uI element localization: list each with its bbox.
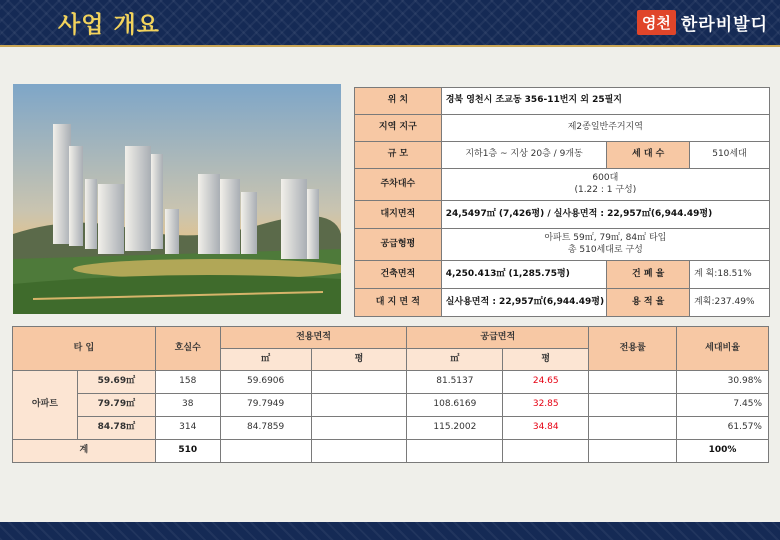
header-exclusive-ratio: 전용률 [589, 327, 677, 371]
subheader-supply-pyeong: 평 [503, 349, 589, 371]
value-supply [441, 229, 769, 261]
total-households: 510 [155, 440, 220, 463]
parking-count: 600대 [592, 173, 619, 184]
label-supply: 공급형평 [355, 229, 442, 261]
table-row [13, 394, 769, 417]
total-empty [407, 440, 503, 463]
cell-households: 314 [155, 417, 220, 440]
label-coverage: 건 폐 율 [607, 261, 690, 289]
cell-type: 84.78㎡ [77, 417, 155, 440]
value-scale: 지하1층 ~ 지상 20층 / 9개동 [441, 142, 607, 169]
value-site-area: 24,5497㎡ (7,426평) / 실사용면적 : 22,957㎡(6,944.49평) [441, 201, 769, 229]
cell-supply-sqm: 81.5137 [407, 371, 503, 394]
supply-total: 총 510세대로 구성 [567, 244, 643, 255]
cell-exclusive-ratio [589, 394, 677, 417]
footer-bar [0, 522, 780, 540]
header-divider [0, 45, 780, 47]
subheader-exclusive-sqm: ㎡ [220, 349, 311, 371]
cell-exclusive-pyeong [311, 417, 407, 440]
total-label: 계 [13, 440, 156, 463]
cell-type: 59.69㎡ [77, 371, 155, 394]
cell-exclusive-sqm: 84.7859 [220, 417, 311, 440]
row-scale [355, 142, 770, 169]
table-row [13, 371, 769, 394]
label-units: 세 대 수 [607, 142, 690, 169]
value-coverage: 계 획:18.51% [690, 261, 770, 289]
value-building-area: 4,250.413㎡ (1,285.75평) [441, 261, 607, 289]
unit-type-table [12, 326, 769, 463]
header-household-share: 세대비율 [677, 327, 769, 371]
row-site-area [355, 201, 770, 229]
cell-supply-sqm: 115.2002 [407, 417, 503, 440]
value-units: 510세대 [690, 142, 770, 169]
label-location: 위 치 [355, 88, 442, 115]
cell-supply-pyeong: 32.85 [503, 394, 589, 417]
cell-households: 158 [155, 371, 220, 394]
cell-household-share: 30.98% [677, 371, 769, 394]
brand-logo [637, 10, 768, 35]
label-building-area: 건축면적 [355, 261, 442, 289]
table-row [13, 417, 769, 440]
label-zone: 지역 지구 [355, 115, 442, 142]
row-location [355, 88, 770, 115]
value-zone: 제2종일반주거지역 [441, 115, 769, 142]
row-site-area-2 [355, 289, 770, 317]
label-scale: 규 모 [355, 142, 442, 169]
cell-household-share: 7.45% [677, 394, 769, 417]
value-site-area-2: 실사용면적 : 22,957㎡(6,944.49평) [441, 289, 607, 317]
header-type: 타 입 [13, 327, 156, 371]
row-building-area [355, 261, 770, 289]
header-households: 호실수 [155, 327, 220, 371]
header-bar [0, 0, 780, 45]
project-overview-table [354, 87, 770, 317]
parking-ratio: (1.22 : 1 구성) [574, 184, 637, 195]
cell-type: 79.79㎡ [77, 394, 155, 417]
brand-name: 한라비발디 [680, 15, 768, 35]
cell-exclusive-sqm: 79.7949 [220, 394, 311, 417]
row-zone [355, 115, 770, 142]
supply-types: 아파트 59㎡, 79㎡, 84㎡ 타입 [544, 233, 667, 244]
cell-supply-sqm: 108.6169 [407, 394, 503, 417]
label-parking: 주차대수 [355, 169, 442, 201]
header-supply-area: 공급면적 [407, 327, 589, 349]
cell-exclusive-pyeong [311, 371, 407, 394]
total-empty [220, 440, 311, 463]
subheader-supply-sqm: ㎡ [407, 349, 503, 371]
total-empty [311, 440, 407, 463]
subheader-exclusive-pyeong: 평 [311, 349, 407, 371]
label-site-area-2: 대 지 면 적 [355, 289, 442, 317]
page-title: 사업 개요 [58, 12, 160, 38]
total-empty [589, 440, 677, 463]
label-far: 용 적 율 [607, 289, 690, 317]
row-supply [355, 229, 770, 261]
value-far: 계획:237.49% [690, 289, 770, 317]
cell-supply-pyeong: 24.65 [503, 371, 589, 394]
header-exclusive-area: 전용면적 [220, 327, 407, 349]
cell-supply-pyeong: 34.84 [503, 417, 589, 440]
cell-households: 38 [155, 394, 220, 417]
cell-household-share: 61.57% [677, 417, 769, 440]
label-site-area: 대지면적 [355, 201, 442, 229]
cell-exclusive-sqm: 59.6906 [220, 371, 311, 394]
cell-exclusive-pyeong [311, 394, 407, 417]
brand-city: 영천 [637, 10, 676, 35]
total-share: 100% [677, 440, 769, 463]
value-parking [441, 169, 769, 201]
cell-exclusive-ratio [589, 371, 677, 394]
table-total-row [13, 440, 769, 463]
apartment-rendering-image [13, 84, 341, 314]
group-label-apartment: 아파트 [13, 371, 78, 440]
value-location: 경북 영천시 조교동 356-11번지 외 25필지 [441, 88, 769, 115]
total-empty [503, 440, 589, 463]
row-parking [355, 169, 770, 201]
table-header-row [13, 327, 769, 349]
cell-exclusive-ratio [589, 417, 677, 440]
